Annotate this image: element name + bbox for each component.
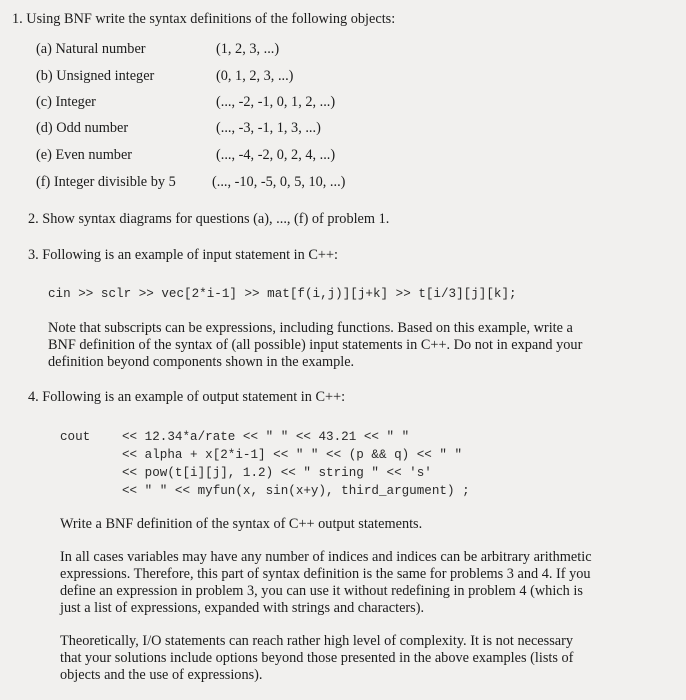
item-f-example: (..., -10, -5, 0, 5, 10, ...): [212, 174, 346, 190]
problem-1-heading: 1. Using BNF write the syntax definitions of the following objects:: [12, 11, 396, 27]
problem-4-task: Write a BNF definition of the syntax of C++ output statements.: [60, 516, 423, 532]
paragraph-line: that your solutions include options beyond those presented in the above examples (lists of: [60, 650, 574, 666]
note-line: BNF definition of the syntax of (all possible) input statements in C++. Do not in expand your: [48, 337, 583, 353]
output-code-line: << alpha + x[2*i-1] << " " << (p && q) << " ": [122, 448, 463, 462]
note-line: Note that subscripts can be expressions, including functions. Based on this example, write a: [48, 320, 573, 336]
input-statement-code: cin >> sclr >> vec[2*i-1] >> mat[f(i,j)][j+k] >> t[i/3][j][k];: [48, 287, 517, 301]
item-d-example: (..., -3, -1, 1, 3, ...): [216, 120, 321, 136]
paragraph-line: objects and the use of expressions).: [60, 667, 263, 683]
note-line: definition beyond components shown in the example.: [48, 354, 355, 370]
output-code-line: << pow(t[i][j], 1.2) << " string " << 's': [122, 466, 432, 480]
paragraph-line: just a list of expressions, expanded with strings and characters).: [60, 600, 425, 616]
paragraph-line: expressions. Therefore, this part of syntax definition is the same for problems 3 and 4. If you: [60, 566, 591, 582]
item-c-label: (c) Integer: [36, 94, 96, 110]
item-a-example: (1, 2, 3, ...): [216, 41, 280, 57]
item-a-label: (a) Natural number: [36, 41, 146, 57]
item-f-label: (f) Integer divisible by 5: [36, 174, 176, 190]
problem-2-heading: 2. Show syntax diagrams for questions (a), ..., (f) of problem 1.: [28, 211, 390, 227]
problem-4-paragraph-1: [60, 549, 592, 617]
cout-keyword: cout: [60, 430, 91, 444]
item-d-label: (d) Odd number: [36, 120, 129, 136]
output-code-line: << 12.34*a/rate << " " << 43.21 << " ": [122, 430, 410, 444]
paragraph-line: define an expression in problem 3, you can use it without redefining in problem 4 (which is: [60, 583, 583, 599]
problem-4-paragraph-2: [60, 633, 573, 684]
item-e-label: (e) Even number: [36, 147, 133, 163]
item-c-example: (..., -2, -1, 0, 1, 2, ...): [216, 94, 336, 110]
problem-4-heading: 4. Following is an example of output statement in C++:: [28, 389, 346, 405]
problem-3-note: [48, 320, 582, 371]
item-b-example: (0, 1, 2, 3, ...): [216, 68, 294, 84]
item-b-label: (b) Unsigned integer: [36, 68, 155, 84]
paragraph-line: In all cases variables may have any number of indices and indices can be arbitrary arithmetic: [60, 549, 592, 565]
item-e-example: (..., -4, -2, 0, 2, 4, ...): [216, 147, 336, 163]
output-code-line: << " " << myfun(x, sin(x+y), third_argument) ;: [122, 484, 470, 498]
paragraph-line: Theoretically, I/O statements can reach rather high level of complexity. It is not necessary: [60, 633, 574, 649]
problem-3-heading: 3. Following is an example of input statement in C++:: [28, 247, 338, 263]
